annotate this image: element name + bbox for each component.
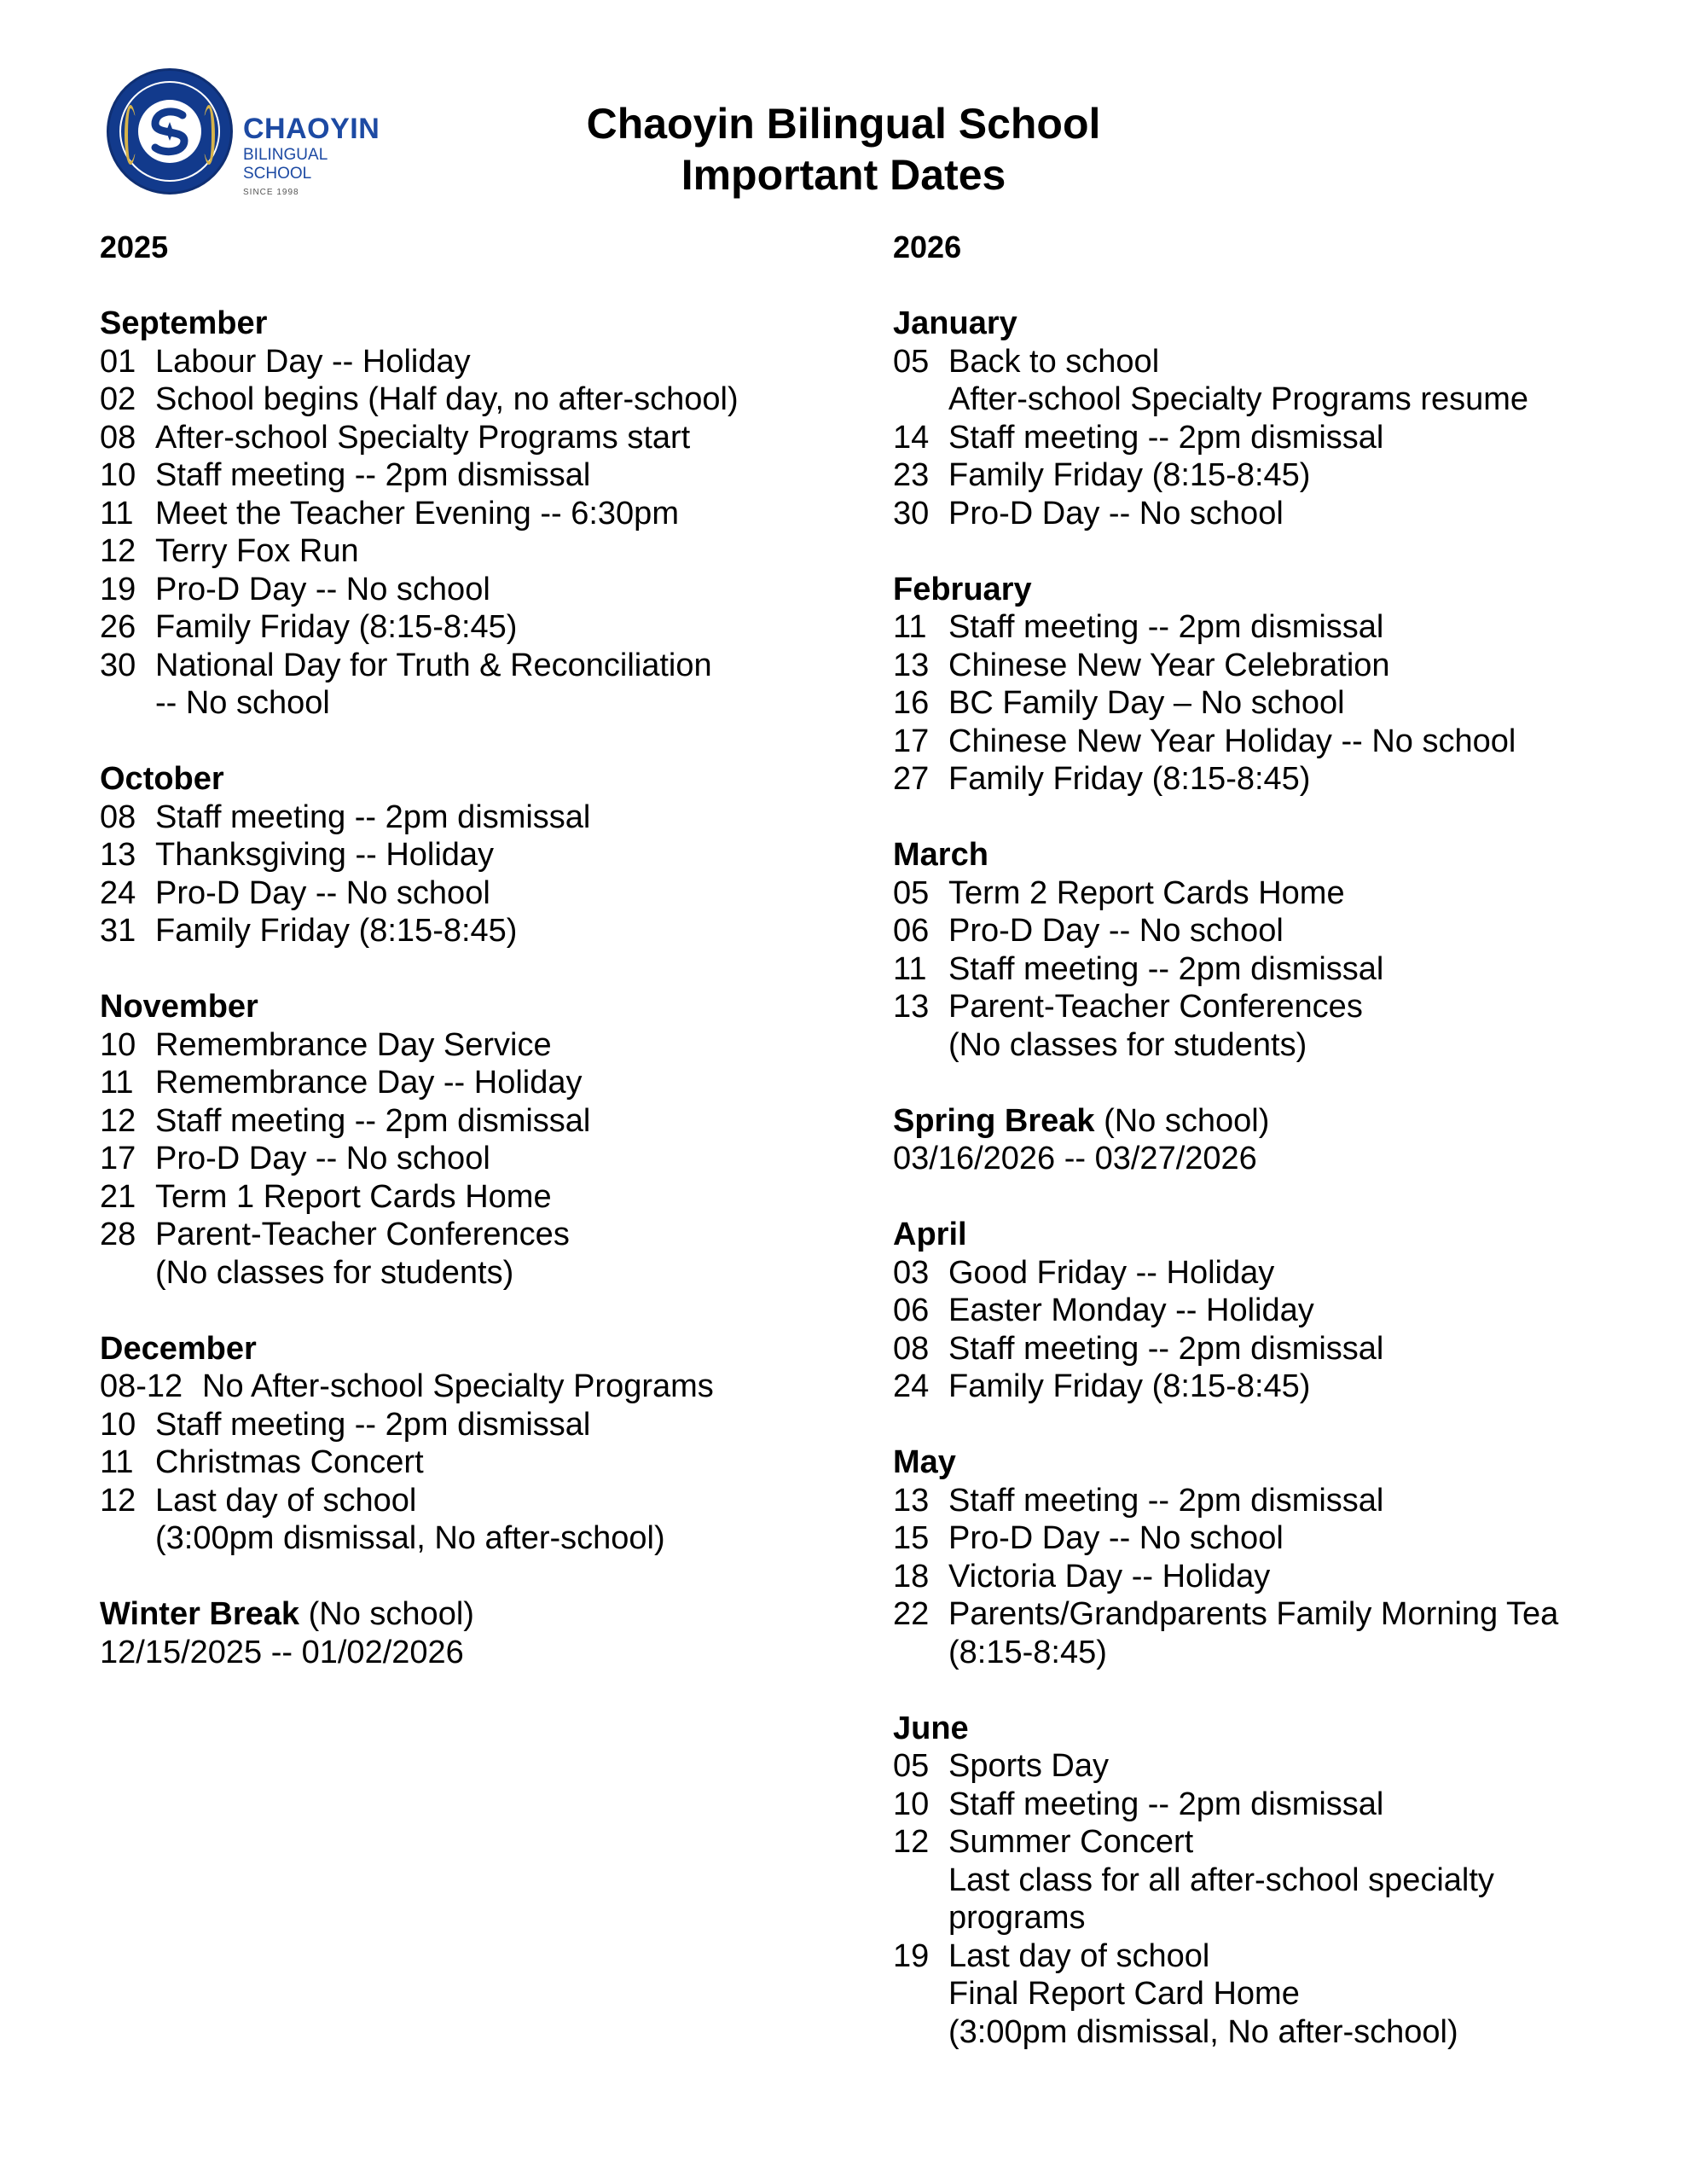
entry-text: Pro-D Day -- No school — [155, 874, 490, 911]
entry-text: Staff meeting -- 2pm dismissal — [948, 419, 1384, 456]
entry-text: Christmas Concert — [155, 1444, 424, 1480]
month-heading: December — [100, 1330, 257, 1367]
title-important-dates: Important Dates — [681, 151, 1006, 199]
entry-date: 10 — [100, 1406, 136, 1443]
entry-text: Meet the Teacher Evening -- 6:30pm — [155, 495, 679, 531]
date-entry — [893, 1558, 1661, 1596]
break-block — [893, 1102, 1661, 1178]
laurel-right-icon — [203, 105, 215, 165]
date-entry — [893, 1786, 1661, 1824]
date-entry — [893, 1595, 1661, 1634]
entry-text: Last day of school — [155, 1482, 417, 1519]
entry-text: School begins (Half day, no after-school) — [155, 381, 739, 417]
entry-date: 10 — [893, 1786, 930, 1822]
date-entry — [893, 1823, 1661, 1862]
date-entry — [893, 723, 1661, 761]
entry-text: BC Family Day – No school — [948, 685, 1345, 721]
date-entry — [100, 1140, 850, 1178]
month-block-april — [893, 1216, 1661, 1406]
month-block-january — [893, 305, 1661, 532]
entry-date: 17 — [893, 723, 930, 759]
month-block-november — [100, 988, 850, 1292]
entry-date: 06 — [893, 913, 930, 949]
month-heading: May — [893, 1444, 956, 1480]
month-heading: June — [893, 1710, 969, 1746]
entry-text: National Day for Truth & Reconciliation — [155, 647, 712, 683]
break-heading — [100, 1595, 850, 1634]
entry-date: 11 — [100, 1444, 134, 1480]
date-entry — [100, 532, 850, 571]
break-note: (No school) — [1094, 1102, 1270, 1139]
entry-text: Thanksgiving -- Holiday — [155, 837, 495, 873]
entry-date: 21 — [100, 1178, 136, 1215]
year-heading-2026: 2026 — [893, 229, 962, 264]
entry-text: Parent-Teacher Conferences — [948, 989, 1363, 1025]
date-entry — [893, 647, 1661, 685]
entry-text: Staff meeting -- 2pm dismissal — [948, 950, 1384, 987]
date-entry — [100, 1102, 850, 1141]
date-entry — [893, 684, 1661, 723]
date-entry — [100, 1443, 850, 1482]
date-entry — [893, 343, 1661, 381]
date-entry — [100, 647, 850, 685]
entry-text: Good Friday -- Holiday — [948, 1254, 1275, 1291]
entry-text: Back to school — [948, 343, 1160, 380]
document-title — [426, 98, 1261, 200]
column-2026 — [893, 229, 1661, 2089]
date-entry — [100, 380, 850, 419]
school-logo — [107, 68, 388, 200]
entry-date: 12 — [100, 1482, 136, 1519]
entry-date: 13 — [893, 1482, 930, 1519]
break-range: 03/16/2026 -- 03/27/2026 — [893, 1141, 1257, 1176]
entry-continuation: Final Report Card Home — [948, 1976, 1300, 2012]
date-entry — [100, 799, 850, 837]
entry-text: Sports Day — [948, 1748, 1109, 1784]
entry-date: 24 — [893, 1368, 930, 1404]
date-entry — [893, 912, 1661, 950]
entry-text: Chinese New Year Holiday -- No school — [948, 723, 1516, 759]
entry-date: 10 — [100, 457, 136, 493]
date-entry — [100, 419, 850, 457]
entry-date: 08 — [100, 419, 136, 456]
entry-date: 12 — [100, 1102, 136, 1139]
entry-text: After-school Specialty Programs start — [155, 419, 691, 456]
logo-name: CHAOYIN — [243, 113, 380, 145]
entry-date: 11 — [100, 495, 134, 531]
date-entry — [100, 608, 850, 647]
month-block-march — [893, 836, 1661, 1064]
date-entry — [100, 571, 850, 609]
logo-emblem — [107, 68, 233, 195]
entry-text: Last day of school — [948, 1937, 1210, 1974]
break-name: Winter Break — [100, 1596, 300, 1632]
entry-date: 11 — [100, 1065, 134, 1101]
month-heading: November — [100, 989, 258, 1025]
break-name: Spring Break — [893, 1102, 1095, 1139]
date-entry — [893, 1519, 1661, 1558]
entry-text: Summer Concert — [948, 1824, 1194, 1860]
entry-date: 30 — [893, 495, 930, 531]
entry-text: Pro-D Day -- No school — [948, 913, 1284, 949]
date-entry — [893, 1482, 1661, 1520]
entry-text: Staff meeting -- 2pm dismissal — [948, 1330, 1384, 1367]
entry-date: 11 — [893, 609, 927, 645]
month-heading: March — [893, 837, 988, 873]
entry-continuation: -- No school — [155, 685, 330, 721]
entry-date: 31 — [100, 913, 136, 949]
month-heading: February — [893, 571, 1032, 607]
break-range: 12/15/2025 -- 01/02/2026 — [100, 1634, 464, 1670]
logo-sub-school: SCHOOL — [243, 165, 312, 183]
entry-text: Family Friday (8:15-8:45) — [155, 609, 518, 645]
date-entry — [100, 874, 850, 913]
entry-date: 05 — [893, 1748, 930, 1784]
date-entry — [100, 912, 850, 950]
entry-date: 06 — [893, 1292, 930, 1328]
date-entry — [893, 419, 1661, 457]
entry-date: 05 — [893, 874, 930, 911]
title-school-name: Chaoyin Bilingual School — [586, 100, 1101, 148]
logo-s-mark-icon — [138, 100, 201, 163]
entry-date: 12 — [893, 1824, 930, 1860]
entry-text: Staff meeting -- 2pm dismissal — [948, 1482, 1384, 1519]
date-entry — [893, 874, 1661, 913]
entry-text: Term 2 Report Cards Home — [948, 874, 1345, 911]
entry-continuation: (3:00pm dismissal, No after-school) — [948, 2013, 1458, 2050]
date-entry — [100, 1216, 850, 1254]
entry-date: 26 — [100, 609, 136, 645]
break-heading — [893, 1102, 1661, 1141]
entry-date: 27 — [893, 761, 930, 797]
date-entry — [100, 1406, 850, 1444]
entry-text: Easter Monday -- Holiday — [948, 1292, 1314, 1328]
entry-date: 23 — [893, 457, 930, 493]
entry-date: 30 — [100, 647, 136, 683]
entry-continuation: programs — [948, 1900, 1086, 1936]
entry-text: Labour Day -- Holiday — [155, 343, 471, 380]
entry-date: 12 — [100, 533, 136, 569]
date-entry — [893, 1292, 1661, 1330]
entry-text: Staff meeting -- 2pm dismissal — [155, 1406, 591, 1443]
date-entry — [893, 495, 1661, 533]
entry-date: 19 — [893, 1937, 930, 1974]
entry-text: Pro-D Day -- No school — [948, 1520, 1284, 1556]
date-entry — [893, 1747, 1661, 1786]
entry-text: Family Friday (8:15-8:45) — [948, 761, 1311, 797]
entry-text: Family Friday (8:15-8:45) — [155, 913, 518, 949]
entry-text: Staff meeting -- 2pm dismissal — [155, 1102, 591, 1139]
date-entry — [893, 1330, 1661, 1368]
entry-date: 28 — [100, 1217, 136, 1252]
date-entry — [893, 988, 1661, 1026]
date-entry — [893, 950, 1661, 989]
logo-sub-bilingual: BILINGUAL — [243, 146, 328, 164]
entry-continuation: (No classes for students) — [155, 1254, 514, 1291]
entry-continuation: Last class for all after-school specialty — [948, 1862, 1494, 1898]
month-block-september — [100, 305, 850, 723]
date-entry — [100, 1368, 850, 1406]
entry-date: 18 — [893, 1558, 930, 1594]
entry-date: 19 — [100, 571, 136, 607]
break-note: (No school) — [299, 1596, 474, 1632]
date-entry — [100, 1064, 850, 1102]
entry-text: Pro-D Day -- No school — [948, 495, 1284, 531]
date-entry — [100, 1482, 850, 1520]
entry-continuation: After-school Specialty Programs resume — [948, 381, 1529, 417]
entry-date: 16 — [893, 685, 930, 721]
date-entry — [100, 343, 850, 381]
entry-date: 22 — [893, 1596, 930, 1632]
entry-date: 05 — [893, 343, 930, 380]
entry-date: 14 — [893, 419, 930, 456]
entry-date: 08 — [893, 1330, 930, 1367]
entry-text: Staff meeting -- 2pm dismissal — [155, 799, 591, 835]
entry-date: 15 — [893, 1520, 930, 1556]
date-entry — [100, 836, 850, 874]
month-block-may — [893, 1443, 1661, 1671]
entry-text: Term 1 Report Cards Home — [155, 1178, 552, 1215]
entry-text: Parents/Grandparents Family Morning Tea — [948, 1596, 1559, 1632]
entry-continuation: (No classes for students) — [948, 1026, 1307, 1063]
date-entry — [100, 495, 850, 533]
month-block-december — [100, 1330, 850, 1558]
date-entry — [100, 1178, 850, 1217]
entry-date: 10 — [100, 1026, 136, 1063]
logo-since: SINCE 1998 — [243, 188, 299, 197]
entry-text: Staff meeting -- 2pm dismissal — [948, 609, 1384, 645]
entry-text: Chinese New Year Celebration — [948, 647, 1390, 683]
entry-date: 13 — [893, 647, 930, 683]
entry-date: 24 — [100, 874, 136, 911]
date-entry — [893, 608, 1661, 647]
year-heading-2025: 2025 — [100, 229, 169, 264]
month-block-february — [893, 571, 1661, 799]
month-heading: January — [893, 305, 1017, 341]
date-entry — [893, 760, 1661, 799]
month-heading: September — [100, 305, 268, 341]
date-entry — [100, 456, 850, 495]
entry-date: 08-12 — [100, 1368, 183, 1404]
date-entry — [893, 1368, 1661, 1406]
entry-date: 02 — [100, 381, 136, 417]
entry-date: 11 — [893, 950, 927, 987]
month-block-october — [100, 760, 850, 950]
entry-continuation: (8:15-8:45) — [948, 1634, 1107, 1670]
entry-text: Parent-Teacher Conferences — [155, 1217, 570, 1252]
entry-text: Pro-D Day -- No school — [155, 1141, 490, 1176]
date-entry — [893, 1254, 1661, 1292]
entry-date: 13 — [893, 989, 930, 1025]
month-heading: October — [100, 761, 224, 797]
entry-date: 13 — [100, 837, 136, 873]
month-heading: April — [893, 1217, 967, 1252]
entry-text: Staff meeting -- 2pm dismissal — [155, 457, 591, 493]
column-2025 — [100, 229, 850, 1710]
entry-date: 08 — [100, 799, 136, 835]
break-block — [100, 1595, 850, 1671]
entry-date: 17 — [100, 1141, 136, 1176]
entry-text: No After-school Specialty Programs — [202, 1368, 714, 1404]
date-entry — [100, 1026, 850, 1065]
entry-text: Pro-D Day -- No school — [155, 571, 490, 607]
entry-text: Staff meeting -- 2pm dismissal — [948, 1786, 1384, 1822]
entry-text: Terry Fox Run — [155, 533, 359, 569]
entry-date: 03 — [893, 1254, 930, 1291]
date-entry — [893, 1937, 1661, 1976]
entry-text: Family Friday (8:15-8:45) — [948, 1368, 1311, 1404]
month-block-june — [893, 1710, 1661, 2052]
laurel-left-icon — [125, 105, 136, 165]
entry-text: Family Friday (8:15-8:45) — [948, 457, 1311, 493]
entry-text: Remembrance Day Service — [155, 1026, 552, 1063]
entry-continuation: (3:00pm dismissal, No after-school) — [155, 1520, 665, 1556]
entry-date: 01 — [100, 343, 136, 380]
entry-text: Remembrance Day -- Holiday — [155, 1065, 583, 1101]
entry-text: Victoria Day -- Holiday — [948, 1558, 1271, 1594]
date-entry — [893, 456, 1661, 495]
